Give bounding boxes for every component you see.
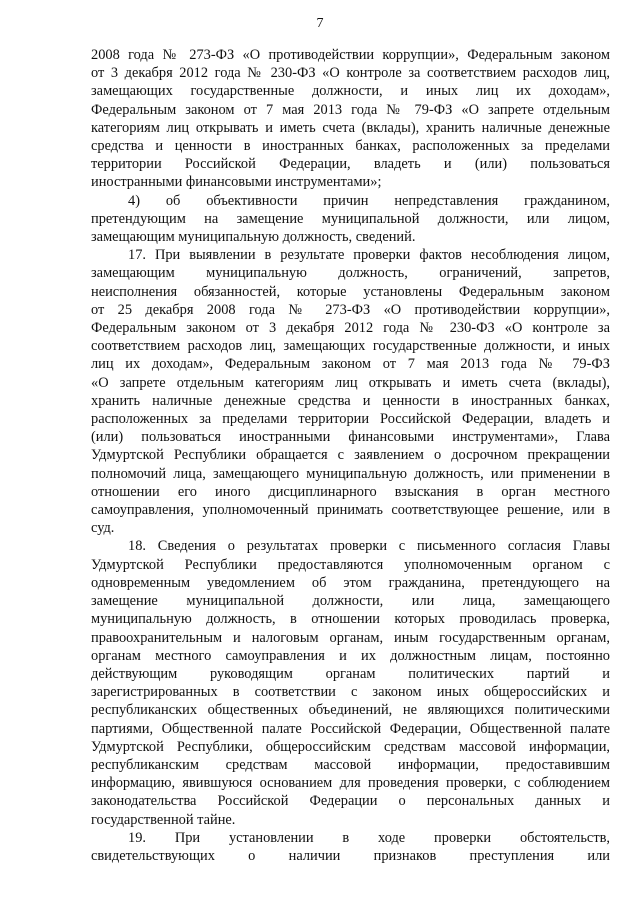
text-line: республиканских общественных объединений, не являющихся политическими — [91, 702, 610, 719]
paragraph-item-4 — [91, 192, 610, 247]
text-line: информацию, явившуюся основанием для проведения проверки, с соблюдением — [91, 775, 610, 792]
text-line: суд. — [91, 520, 115, 537]
text-line: территории Российской Федерации, владеть и (или) пользоваться — [91, 156, 610, 173]
text-line: муниципальную должность, в отношении которых проводилась проверка, — [91, 611, 610, 628]
text-line: действующим руководящим органам политических партий и — [91, 665, 610, 682]
page-number: 7 — [316, 16, 324, 31]
text-line: полномочий лица, замещающего муниципальную должность, или применении в — [91, 465, 610, 482]
text-line: 18. Сведения о результатах проверки с письменного согласия Главы — [128, 538, 610, 555]
text-line: от 25 декабря 2008 года № 273-ФЗ «О противодействии коррупции», — [91, 301, 610, 318]
text-line: Федеральным законом от 7 мая 2013 года № 79-ФЗ «О запрете отдельным — [91, 101, 610, 118]
text-line: Удмуртской Республики, общероссийским средствам массовой информации, — [91, 738, 610, 755]
paragraph-continuation — [91, 46, 610, 192]
text-line: замещающих государственные должности, и иных лиц их доходам», — [91, 83, 610, 100]
paragraph-17 — [91, 246, 610, 537]
text-line: «О запрете отдельным категориям лиц открывать и иметь счета (вклады), — [91, 374, 610, 391]
text-line: одновременным уведомлением об этом гражданина, претендующего на — [91, 574, 610, 591]
text-line: от 3 декабря 2012 года № 230-ФЗ «О контроле за соответствием расходов лиц, — [91, 65, 610, 82]
text-line: (или) пользоваться иностранными финансовыми инструментами», Глава — [91, 429, 610, 446]
text-line: зарегистрированных в соответствии с законом иных общероссийских и — [91, 684, 610, 701]
text-line: средства и ценности в иностранных банках, расположенных за пределами — [91, 138, 610, 155]
text-line: законодательства Российской Федерации о персональных данных и — [91, 793, 610, 810]
text-line: 17. При выявлении в результате проверки фактов несоблюдения лицом, — [128, 247, 610, 264]
text-line: 2008 года № 273-ФЗ «О противодействии коррупции», Федеральным законом — [91, 47, 610, 63]
text-line: замещение муниципальной должности, или лица, замещающего — [91, 593, 610, 610]
text-line: претендующим на замещение муниципальной должности, или лицом, — [91, 210, 610, 227]
text-line: соответствием расходов лиц, замещающих государственные должности, и иных — [91, 338, 610, 355]
text-line: самоуправления, уполномоченный принимать соответствующее решение, или в — [91, 502, 610, 519]
text-line: категориям лиц открывать и иметь счета (вклады), хранить наличные денежные — [91, 119, 610, 136]
document-body — [91, 46, 610, 865]
paragraph-19 — [91, 829, 610, 865]
text-line: замещающим муниципальную должность, сведений. — [91, 229, 416, 246]
text-line: замещающим муниципальную должность, ограничений, запретов, — [91, 265, 610, 282]
text-line: органам местного самоуправления и их должностным лицам, постоянно — [91, 647, 610, 664]
text-line: отношении его иного дисциплинарного взыскания в орган местного — [91, 483, 610, 500]
text-line: Федеральным законом от 3 декабря 2012 года № 230-ФЗ «О контроле за — [91, 320, 610, 337]
text-line: правоохранительным и налоговым органам, иным государственным органам, — [91, 629, 610, 646]
text-line: Удмуртской Республики обращается с заявлением о досрочном прекращении — [91, 447, 610, 464]
text-line: расположенных за пределами территории Российской Федерации, владеть и — [91, 411, 610, 428]
text-line: республиканским средствам массовой информации, предоставившим — [91, 756, 610, 773]
text-line: партиями, Общественной палате Российской Федерации, Общественной палате — [91, 720, 610, 737]
paragraph-18 — [91, 537, 610, 828]
text-line: Удмуртской Республики предоставляются уполномоченным органом с — [91, 556, 610, 573]
text-line: иностранными финансовыми инструментами»; — [91, 174, 382, 191]
text-line: свидетельствующих о наличии признаков преступления или — [91, 847, 610, 864]
text-line: государственной тайне. — [91, 811, 236, 828]
text-line: неисполнения обязанностей, которые установлены Федеральным законом — [91, 283, 610, 300]
text-line: 19. При установлении в ходе проверки обстоятельств, — [128, 829, 610, 846]
text-line: хранить наличные денежные средства и ценности в иностранных банках, — [91, 392, 610, 409]
text-line: лиц их доходам», Федеральным законом от 7 мая 2013 года № 79-ФЗ — [91, 356, 610, 373]
text-line: 4) об объективности причин непредставления гражданином, — [128, 192, 610, 209]
